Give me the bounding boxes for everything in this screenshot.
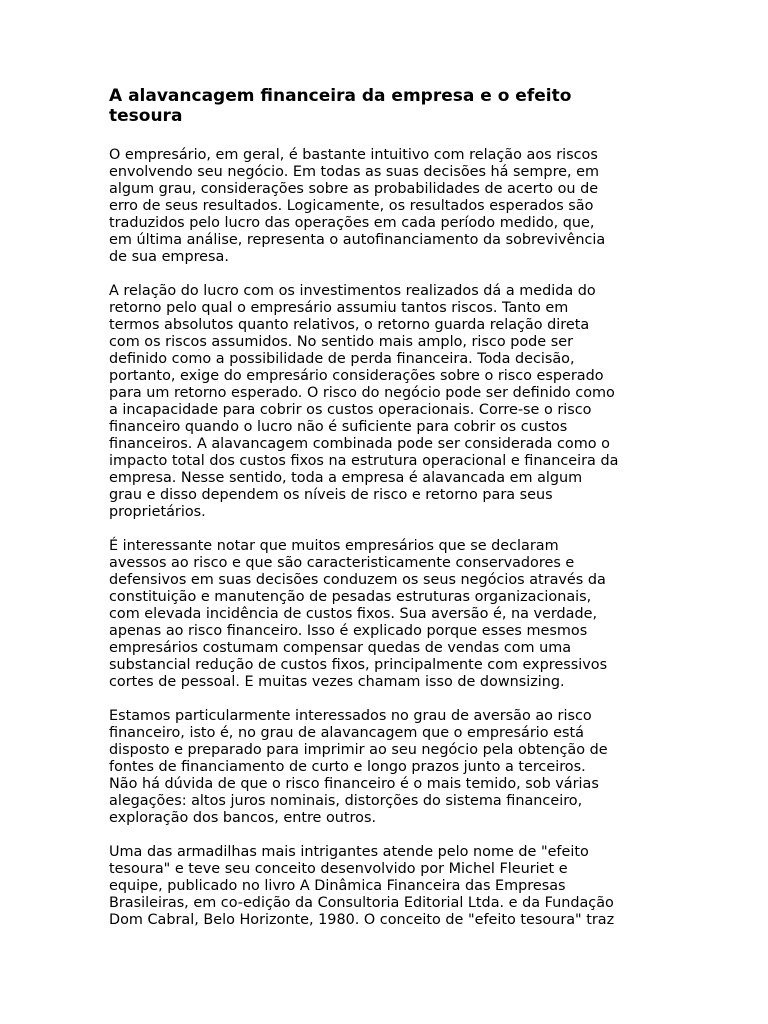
text-line: em última análise, representa o autofinanciamento da sobrevivência (109, 232, 606, 248)
text-line: retorno pelo qual o empresário assumiu tantos riscos. Tanto em (109, 300, 569, 316)
text-line: com os riscos assumidos. No sentido mais amplo, risco pode ser (109, 334, 573, 350)
text-line: com elevada incidência de custos fixos. Sua aversão é, na verdade, (109, 606, 598, 622)
text-line: grau e disso dependem os níveis de risco e retorno para seus (109, 487, 553, 503)
text-line: avessos ao risco e que são caracteristicamente conservadores e (109, 555, 575, 571)
text-line: tesoura" e teve seu conceito desenvolvido por Michel Fleuriet e (109, 861, 568, 877)
text-line: fontes de financiamento de curto e longo prazos junto a terceiros. (109, 759, 586, 775)
text-line: disposto e preparado para imprimir ao seu negócio pela obtenção de (109, 742, 608, 758)
paragraph-3 (109, 538, 661, 691)
text-line: defensivos em suas decisões conduzem os seus negócios através da (109, 572, 606, 588)
text-line: constituição e manutenção de pesadas estruturas organizacionais, (109, 589, 592, 605)
text-line: financeiros. A alavancagem combinada pode ser considerada como o (109, 436, 610, 452)
paragraph-2 (109, 283, 661, 521)
text-line: A relação do lucro com os investimentos realizados dá a medida do (109, 283, 596, 299)
title-line: tesoura (109, 106, 183, 126)
title-line: A alavancagem financeira da empresa e o efeito (109, 86, 572, 106)
text-line: É interessante notar que muitos empresários que se declaram (109, 538, 559, 554)
text-line: substancial redução de custos fixos, principalmente com expressivos (109, 657, 608, 673)
paragraph-1 (109, 147, 661, 266)
text-line: financeiro quando o lucro não é suficiente para cobrir os custos (109, 419, 568, 435)
text-line: O empresário, em geral, é bastante intuitivo com relação aos riscos (109, 147, 598, 163)
text-line: traduzidos pelo lucro das operações em cada período medido, que, (109, 215, 595, 231)
text-line: Uma das armadilhas mais intrigantes atende pelo nome de "efeito (109, 844, 589, 860)
text-line: Dom Cabral, Belo Horizonte, 1980. O conceito de "efeito tesoura" traz (109, 912, 615, 928)
document-title (109, 86, 661, 126)
text-line: Não há dúvida de que o risco financeiro é o mais temido, sob várias (109, 776, 599, 792)
text-line: Estamos particularmente interessados no grau de aversão ao risco (109, 708, 592, 724)
text-line: algum grau, considerações sobre as probabilidades de acerto ou de (109, 181, 599, 197)
text-line: erro de seus resultados. Logicamente, os resultados esperados são (109, 198, 594, 214)
text-line: alegações: altos juros nominais, distorções do sistema financeiro, (109, 793, 583, 809)
text-line: proprietários. (109, 504, 206, 520)
text-line: Brasileiras, em co-edição da Consultoria Editorial Ltda. e da Fundação (109, 895, 614, 911)
text-line: de sua empresa. (109, 249, 229, 265)
text-line: empresários costumam compensar quedas de vendas com uma (109, 640, 572, 656)
text-line: definido como a possibilidade de perda financeira. Toda decisão, (109, 351, 575, 367)
text-line: empresa. Nesse sentido, toda a empresa é alavancada em algum (109, 470, 583, 486)
text-line: para um retorno esperado. O risco do negócio pode ser definido como (109, 385, 615, 401)
paragraph-5 (109, 844, 661, 929)
paragraph-4 (109, 708, 661, 827)
text-line: termos absolutos quanto relativos, o retorno guarda relação direta (109, 317, 590, 333)
text-line: a incapacidade para cobrir os custos operacionais. Corre-se o risco (109, 402, 592, 418)
text-line: equipe, publicado no livro A Dinâmica Financeira das Empresas (109, 878, 566, 894)
text-line: cortes de pessoal. E muitas vezes chamam isso de downsizing. (109, 674, 565, 690)
text-line: portanto, exige do empresário considerações sobre o risco esperado (109, 368, 604, 384)
text-line: impacto total dos custos fixos na estrutura operacional e financeira da (109, 453, 619, 469)
text-line: envolvendo seu negócio. Em todas as suas decisões há sempre, em (109, 164, 600, 180)
text-line: financeiro, isto é, no grau de alavancagem que o empresário está (109, 725, 584, 741)
document-page (109, 86, 661, 946)
text-line: apenas ao risco financeiro. Isso é explicado porque esses mesmos (109, 623, 588, 639)
text-line: exploração dos bancos, entre outros. (109, 810, 377, 826)
